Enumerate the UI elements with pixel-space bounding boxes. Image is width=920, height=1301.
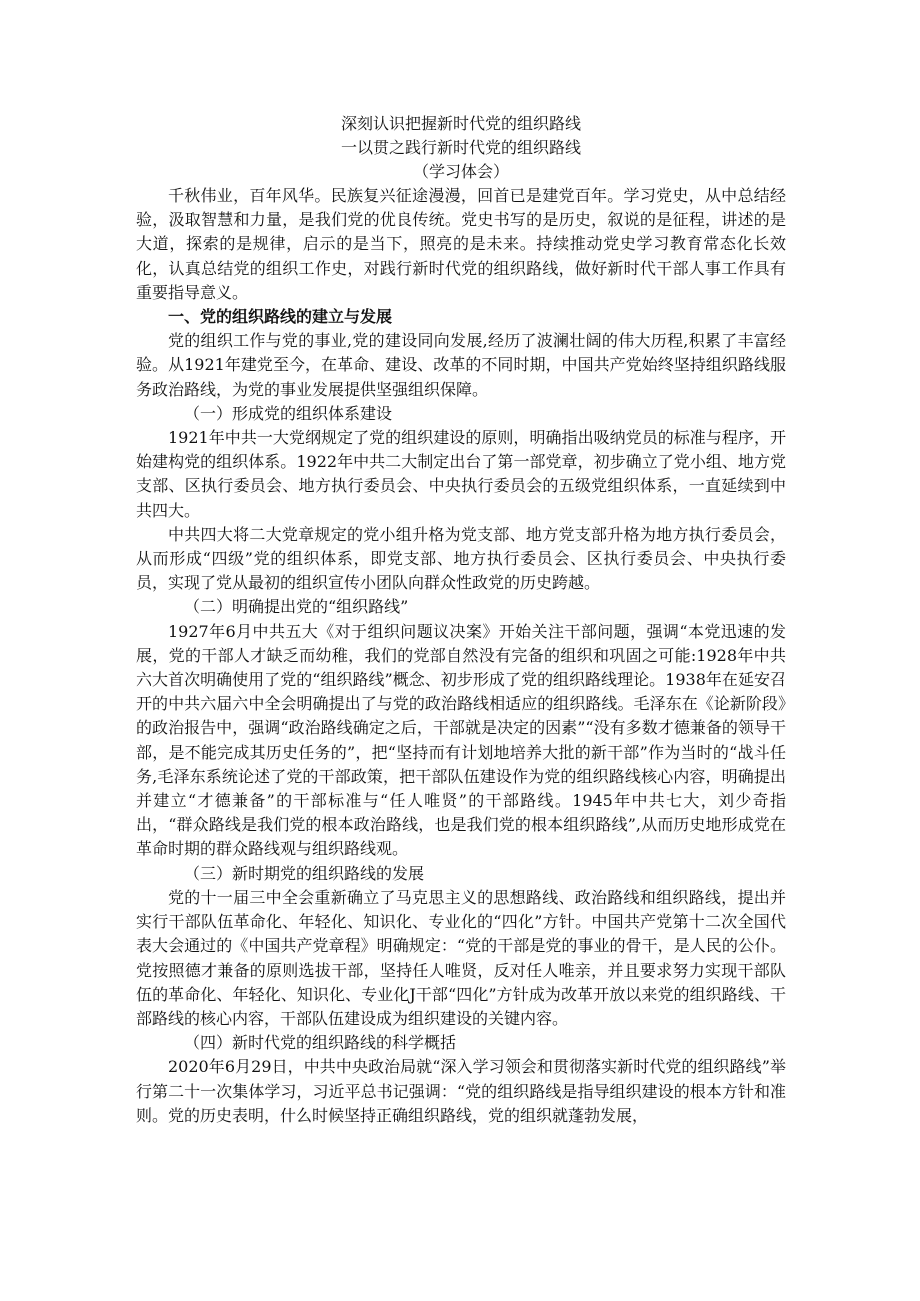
document-genre-label: （学习体会） — [412, 162, 509, 181]
subsection-3-paragraph: 党的十一届三中全会重新确立了马克思主义的思想路线、政治路线和组织路线，提出并实行干部队伍革命化、年轻化、知识化、专业化的“四化”方针。中国共产党第十二次全国代表大会通过的《中国共产党章程》明确规定：“党的干部是党的事业的骨干，是人民的公仆。党按照德才兼备的原则选拔干部，坚持任人唯贤，反对任人唯亲，并且要求努力实现干部队伍的革命化、年轻化、知识化、专业化J干部“四化”方针成为改革开放以来党的组织路线、干部路线的核心内容，干部队伍建设成为组织建设的关键内容。 — [136, 887, 786, 1028]
subsection-4-paragraph: 2020年6月29日，中共中央政治局就“深入学习领会和贯彻落实新时代党的组织路线”举行第二十一次集体学习，习近平总书记强调：“党的组织路线是指导组织建设的根本方针和准则。党的历史表明，什么时候坚持正确组织路线，党的组织就蓬勃发展， — [136, 1057, 786, 1125]
intro-paragraph: 千秋伟业，百年风华。民族复兴征途漫漫，回首已是建党百年。学习党史，从中总结经验，汲取智慧和力量，是我们党的优良传统。党史书写的是历史，叙说的是征程，讲述的是大道，探索的是规律，启示的是当下，照亮的是未来。持续推动党史学习教育常态化长效化，认真总结党的组织工作史，对践行新时代党的组织路线，做好新时代干部人事工作具有重要指导意义。 — [136, 186, 786, 302]
subsection-1-paragraph-1: 1921年中共一大党纲规定了党的组织建设的原则，明确指出吸纳党员的标准与程序，开始建构党的组织体系。1922年中共二大制定出台了第一部党章，初步确立了党小组、地方党支部、区执行委员会、地方执行委员会、中央执行委员会的五级党组织体系，一直延续到中共四大。 — [136, 428, 786, 520]
section-heading-1: 一、党的组织路线的建立与发展 — [168, 307, 393, 327]
subsection-2-paragraph: 1927年6月中共五大《对于组织问题议决案》开始关注干部问题，强调“本党迅速的发展，党的干部人才缺乏而幼稚，我们的党部自然没有完备的组织和巩固之可能:1928年中共六大首次明确使用了党的“组织路线”概念、初步形成了党的组织路线理论。1938年在延安召开的中共六届六中全会明确提出了与党的政治路线相适应的组织路线。毛泽东在《论新阶段》的政治报告中，强调“政治路线确定之后，干部就是决定的因素”“没有多数才德兼备的领导干部，是不能完成其历史任务的”，把“坚持而有计划地培养大批的新干部”作为当时的“战斗任务,毛泽东系统论述了党的干部政策，把干部队伍建设作为党的组织路线核心内容，明确提出并建立“才德兼备”的干部标准与“任人唯贤”的干部路线。1945年中共七大，刘少奇指出，“群众路线是我们党的根本政治路线，也是我们党的根本组织路线”,从而历史地形成党在革命时期的群众路线观与组织路线观。 — [136, 621, 786, 859]
document-title: 深刻认识把握新时代党的组织路线 — [340, 114, 581, 133]
subsection-1-paragraph-2: 中共四大将二大党章规定的党小组升格为党支部、地方党支部升格为地方执行委员会，从而形成“四级”党的组织体系，即党支部、地方执行委员会、区执行委员会、中央执行委员，实现了党从最初的组织宣传小团队向群众性政党的历史跨越。 — [136, 524, 786, 593]
subsection-heading-2: （二）明确提出党的“组织路线” — [184, 597, 409, 617]
section-1-paragraph: 党的组织工作与党的事业,党的建设同向发展,经历了波澜壮阔的伟大历程,积累了丰富经验。从1921年建党至今，在革命、建设、改革的不同时期，中国共产党始终坚持组织路线服务政治路线，为党的事业发展提供坚强组织保障。 — [136, 331, 786, 399]
subsection-heading-1: （一）形成党的组织体系建设 — [184, 403, 393, 423]
subsection-heading-3: （三）新时期党的组织路线的发展 — [184, 863, 425, 883]
document-subtitle: 一以贯之践行新时代党的组织路线 — [340, 138, 581, 157]
document-body — [136, 112, 786, 1128]
subsection-heading-4: （四）新时代党的组织路线的科学概括 — [184, 1033, 457, 1053]
